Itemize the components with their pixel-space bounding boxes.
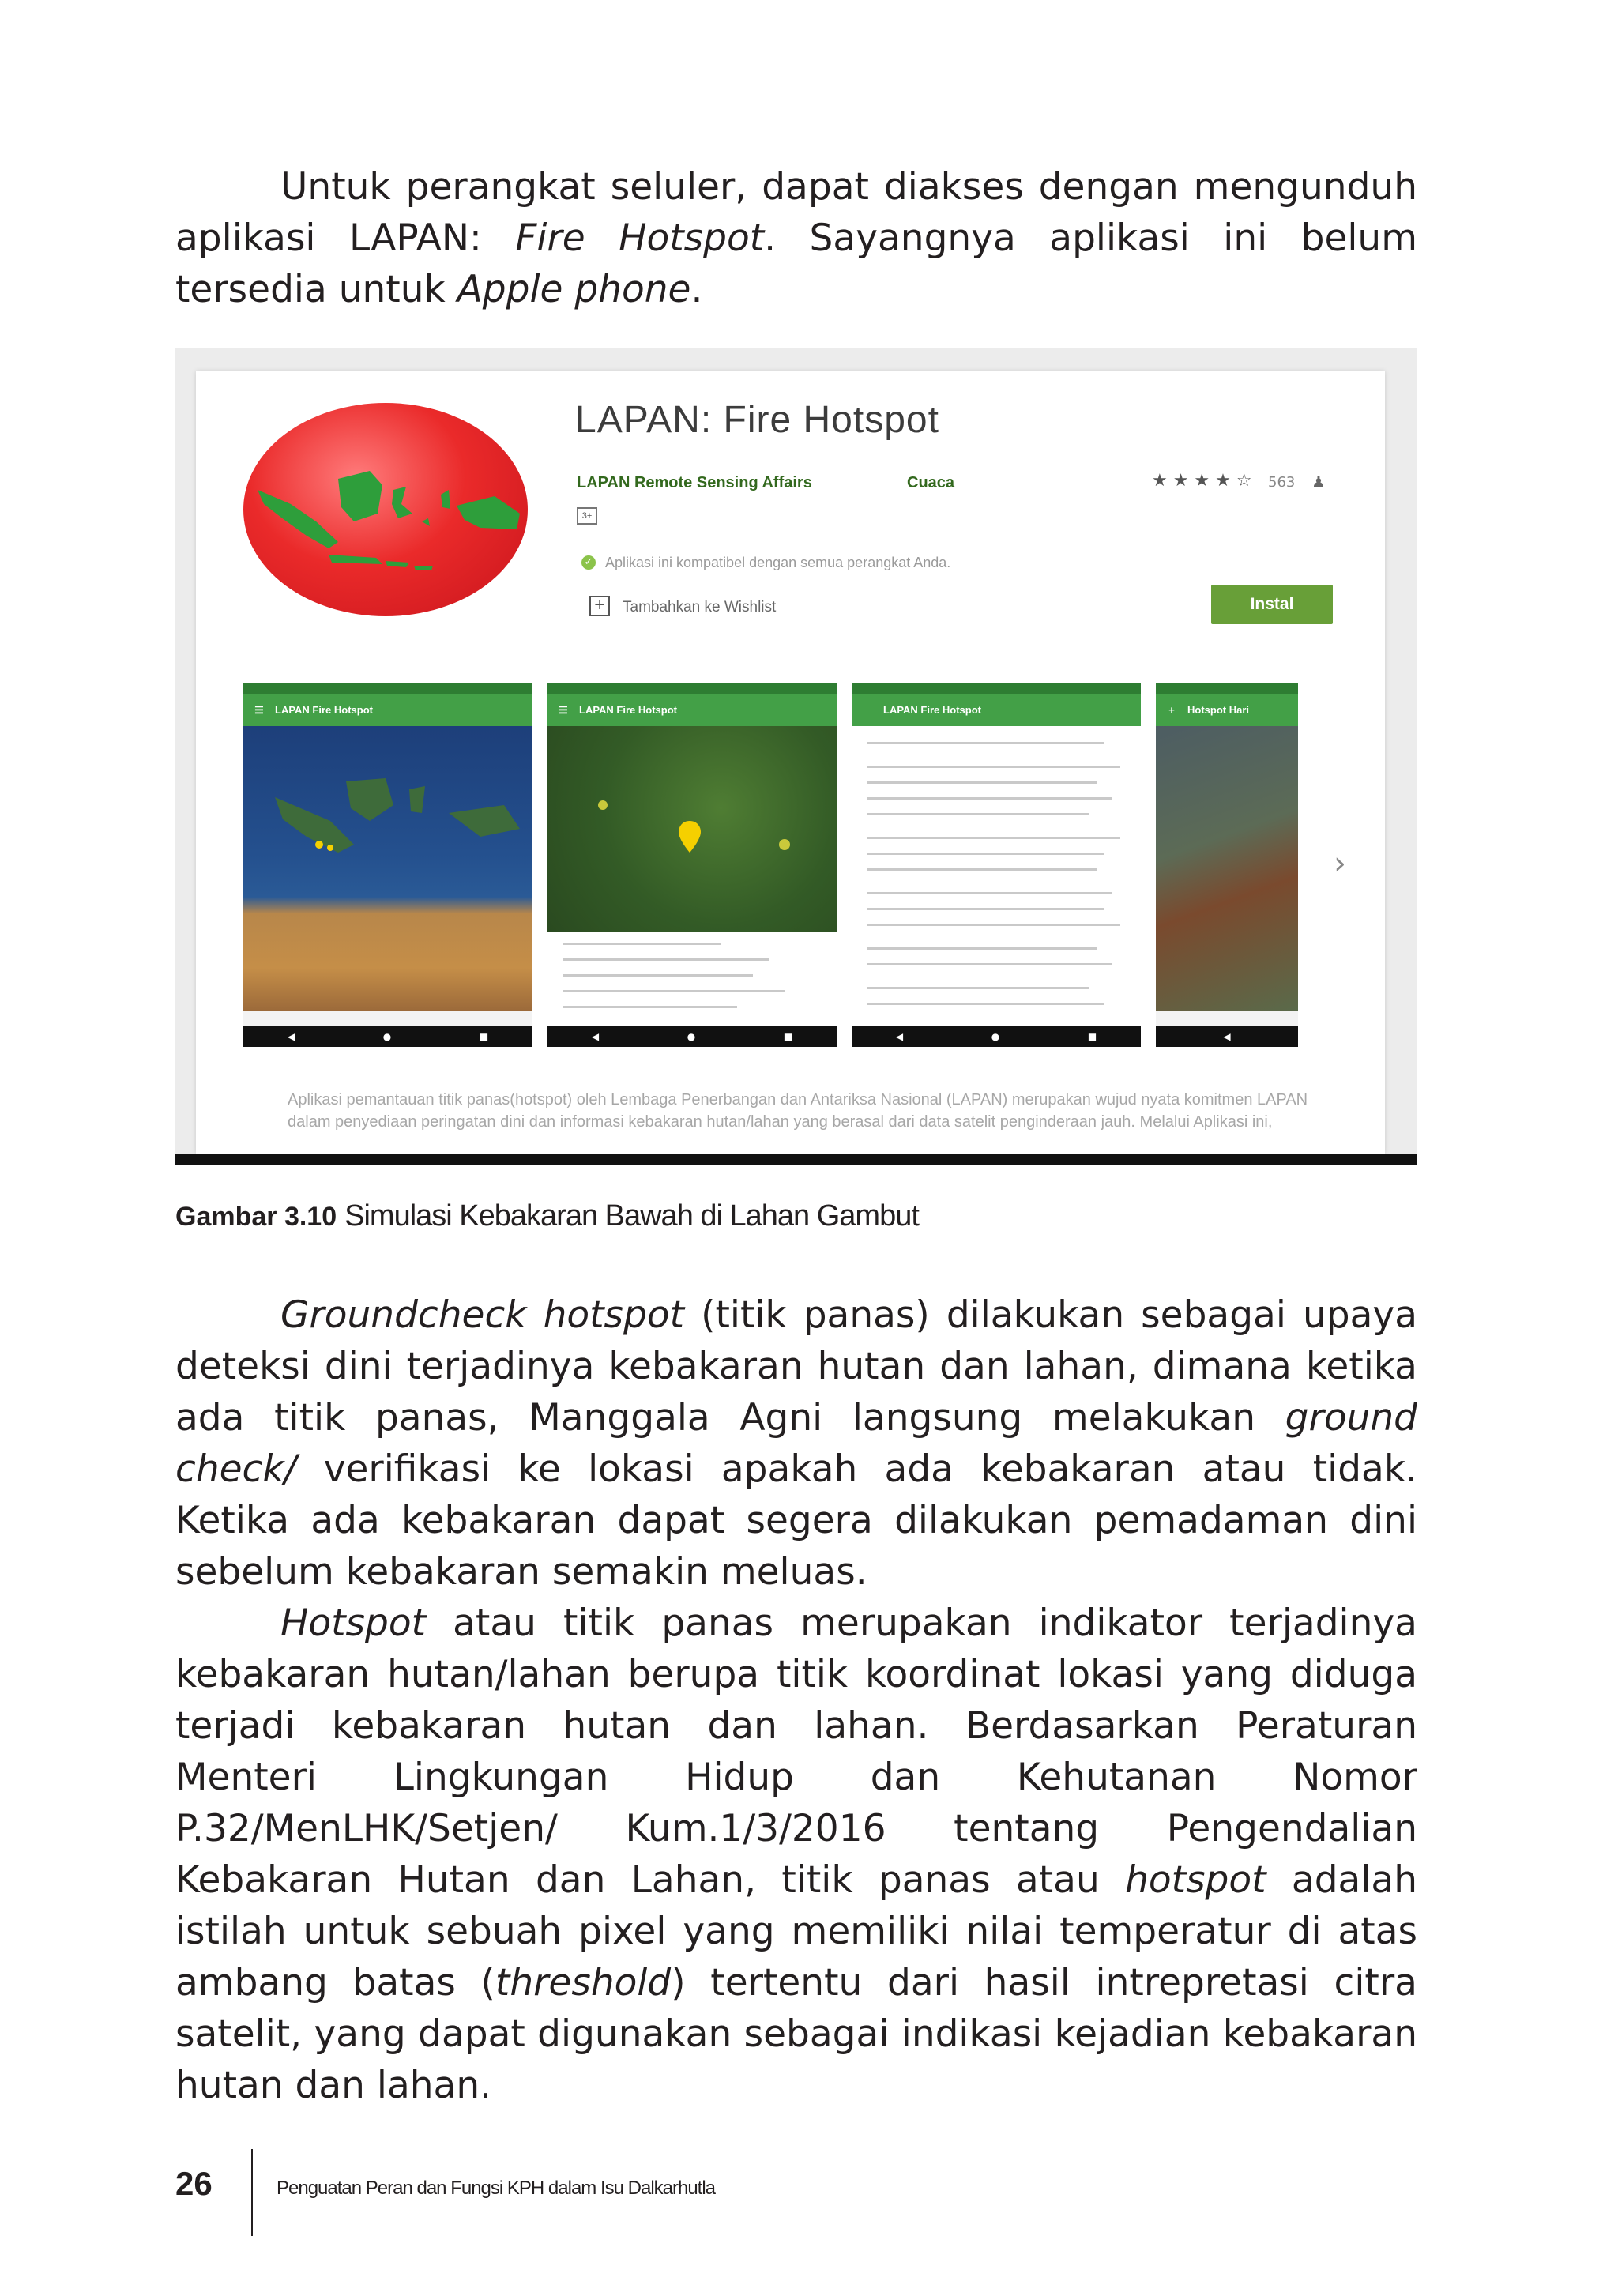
recents-icon: ■ (1087, 1031, 1097, 1042)
menu-icon: ☰ (559, 704, 568, 716)
hotspot-list (852, 726, 1141, 1026)
figure-screenshot (175, 348, 1417, 1165)
body-paragraph-1: Groundcheck hotspot (titik panas) dilakukan sebagai upaya deteksi dini terjadinya kebakaran hutan dan lahan, dimana ketika ada titik panas, Manggala Agni langsung melakukan ground check/ verifikasi ke lokasi apakah ada kebakaran atau tidak. Ketika ada kebakaran dapat segera dilakukan pemadaman dini sebelum kebakaran semakin meluas. (175, 1293, 1417, 1594)
chevron-right-icon[interactable]: › (1334, 845, 1346, 882)
satellite-map (547, 726, 837, 932)
wishlist-add-icon[interactable]: + (589, 596, 610, 616)
app-screenshot-2[interactable] (547, 683, 837, 1047)
shot-app-bar: ☰ LAPAN Fire Hotspot (243, 694, 532, 726)
app-screenshot-3[interactable] (852, 683, 1141, 1047)
indonesia-map-icon (243, 403, 528, 616)
shot-app-bar: ☰ LAPAN Fire Hotspot (547, 694, 837, 726)
intro-text (175, 161, 1417, 315)
figure-caption (175, 1199, 1417, 1233)
add-icon: + (1168, 704, 1175, 716)
body-paragraph-2: Hotspot atau titik panas merupakan indikator terjadinya kebakaran hutan/lahan berupa titik koordinat lokasi yang diduga terjadi kebakaran hutan dan lahan. Berdasarkan Peraturan Menteri Lingkungan Hidup dan Kehutanan Nomor P.32/MenLHK/Setjen/ Kum.1/3/2016 tentang Pengendalian Kebakaran Hutan dan Lahan, titik panas atau hotspot adalah istilah untuk sebuah pixel yang memiliki nilai temperatur di atas ambang batas (threshold) tertentu dari hasil intrepretasi citra satelit, yang dapat digunakan sebagai indikasi kejadian kebakaran hutan dan lahan. (175, 1602, 1417, 2107)
hotspot-pin-icon (547, 726, 837, 932)
intro-paragraph: Untuk perangkat seluler, dapat diakses dengan mengunduh aplikasi LAPAN: Fire Hotspot. Sayangnya aplikasi ini belum tersedia untuk Apple phone. (175, 165, 1418, 311)
category-link[interactable]: Cuaca (907, 474, 955, 491)
caption-title: Simulasi Kebakaran Bawah di Lahan Gambut (344, 1199, 919, 1233)
content-rating-badge: 3+ (577, 507, 597, 525)
rating-stars: ★ ★ ★ ★ ☆ (1152, 471, 1252, 491)
status-bar (243, 683, 532, 694)
app-screenshot-4[interactable] (1156, 683, 1298, 1047)
android-nav-bar (243, 1026, 532, 1047)
check-circle-icon: ✓ (581, 555, 596, 570)
figure-border (175, 1154, 1417, 1165)
android-nav-bar (547, 1026, 837, 1047)
status-bar (1156, 683, 1298, 694)
developer-link[interactable]: LAPAN Remote Sensing Affairs (577, 474, 812, 491)
shot-app-bar: + Hotspot Hari (1156, 694, 1298, 726)
back-icon: ◀ (895, 1031, 904, 1042)
menu-icon: ☰ (254, 704, 264, 716)
app-description: Aplikasi pemantauan titik panas(hotspot) oleh Lembaga Penerbangan dan Antariksa Nasional (LAPAN) merupakan wujud nyata komitmen LAPAN dalam penyediaan peringatan dini dan informasi kebakaran hutan/lahan yang berasal dari data satelit penginderaan jauh. Melalui Aplikasi ini, (288, 1091, 1308, 1131)
hotspot-detail-list (547, 932, 837, 1026)
back-icon: ◀ (287, 1031, 295, 1042)
caption-label: Gambar 3.10 (175, 1202, 337, 1232)
home-icon: ● (687, 1031, 696, 1042)
home-icon: ● (382, 1031, 392, 1042)
rating-count: 563 (1268, 474, 1296, 491)
shot-app-bar: LAPAN Fire Hotspot (852, 694, 1141, 726)
install-button[interactable]: Instal (1211, 585, 1333, 624)
recents-icon: ■ (783, 1031, 793, 1042)
home-icon: ● (991, 1031, 1000, 1042)
android-nav-bar (852, 1026, 1141, 1047)
satellite-map (1156, 726, 1298, 1011)
play-store-listing (196, 371, 1385, 1154)
footer-divider (251, 2149, 253, 2236)
page-number: 26 (175, 2165, 213, 2202)
back-icon: ◀ (591, 1031, 600, 1042)
android-nav-bar (1156, 1026, 1298, 1047)
compatibility-text: Aplikasi ini kompatibel dengan semua perangkat Anda. (605, 555, 951, 570)
map-landmass-icon (243, 726, 532, 1011)
satellite-map (243, 726, 532, 1011)
app-screenshot-1[interactable] (243, 683, 532, 1047)
shot-bottom-bar (1156, 1011, 1298, 1026)
recents-icon: ■ (479, 1031, 489, 1042)
wishlist-link[interactable]: Tambahkan ke Wishlist (623, 599, 777, 615)
back-icon: ◀ (1223, 1031, 1231, 1042)
status-bar (852, 683, 1141, 694)
body-text (175, 1289, 1417, 2111)
running-footer: Penguatan Peran dan Fungsi KPH dalam Isu Dalkarhutla (277, 2177, 716, 2199)
user-icon: ♟ (1311, 472, 1326, 491)
shot-bottom-bar (243, 1011, 532, 1026)
status-bar (547, 683, 837, 694)
app-logo (243, 403, 528, 616)
app-title: LAPAN: Fire Hotspot (575, 399, 939, 441)
